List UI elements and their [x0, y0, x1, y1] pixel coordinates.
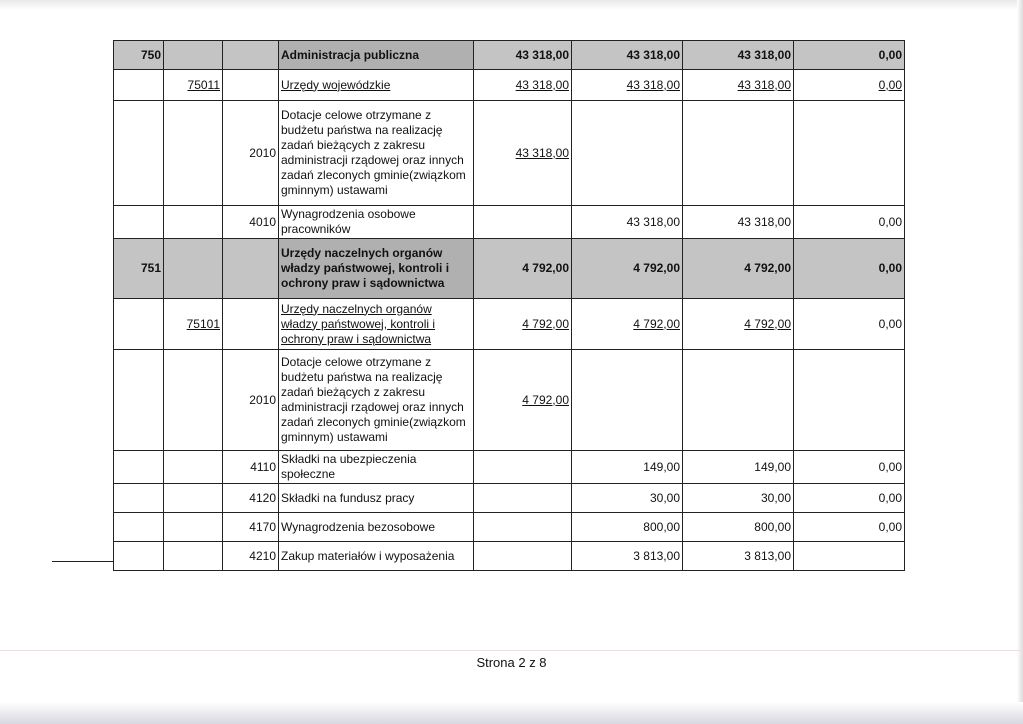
table-row	[114, 299, 905, 350]
name-cell: Wynagrodzenia osobowe pracowników	[279, 206, 474, 239]
name-cell: Urzędy naczelnych organów władzy państwowej, kontroli i ochrony praw i sądownictwa	[279, 239, 474, 299]
amount-cell: 30,00	[572, 484, 683, 513]
table-baseline-extension	[52, 561, 114, 562]
amount-cell: 43 318,00	[474, 101, 572, 206]
name-cell: Dotacje celowe otrzymane z budżetu państwa na realizację zadań bieżących z zakresu administracji rządowej oraz innych zadań zleconych gminie(związkom gminnym) ustawami	[279, 350, 474, 451]
paragraf-cell: 2010	[223, 101, 279, 206]
table-row-section	[114, 41, 905, 70]
paragraf-cell: 4010	[223, 206, 279, 239]
rozdzial-cell	[164, 206, 223, 239]
amount-cell: 4 792,00	[474, 239, 572, 299]
rozdzial-cell	[164, 451, 223, 484]
amount-cell: 4 792,00	[474, 350, 572, 451]
amount-cell: 30,00	[683, 484, 794, 513]
rozdzial-cell: 75011	[164, 70, 223, 101]
rozdzial-cell	[164, 542, 223, 571]
dzial-cell	[114, 484, 164, 513]
amount-cell: 0,00	[794, 41, 905, 70]
scan-edge-top	[0, 0, 1023, 10]
paragraf-cell: 2010	[223, 350, 279, 451]
amount-cell: 43 318,00	[683, 41, 794, 70]
amount-cell: 3 813,00	[572, 542, 683, 571]
rozdzial-cell	[164, 101, 223, 206]
amount-cell: 43 318,00	[572, 70, 683, 101]
table-row-section	[114, 239, 905, 299]
amount-cell: 4 792,00	[474, 299, 572, 350]
table-row	[114, 542, 905, 571]
amount-cell: 43 318,00	[572, 206, 683, 239]
amount-cell: 4 792,00	[572, 239, 683, 299]
table-row	[114, 70, 905, 101]
paragraf-cell: 4210	[223, 542, 279, 571]
paragraf-cell: 4120	[223, 484, 279, 513]
dzial-cell	[114, 206, 164, 239]
rozdzial-cell	[164, 513, 223, 542]
amount-cell: 149,00	[572, 451, 683, 484]
amount-cell	[683, 350, 794, 451]
paragraf-cell: 4170	[223, 513, 279, 542]
page-number: Strona 2 z 8	[476, 655, 547, 670]
rozdzial-cell: 75101	[164, 299, 223, 350]
amount-cell: 43 318,00	[572, 41, 683, 70]
amount-cell	[474, 206, 572, 239]
rozdzial-cell	[164, 239, 223, 299]
amount-cell: 0,00	[794, 239, 905, 299]
dzial-cell	[114, 101, 164, 206]
amount-cell: 43 318,00	[474, 41, 572, 70]
name-cell: Urzędy wojewódzkie	[279, 70, 474, 101]
table-row	[114, 206, 905, 239]
name-cell: Dotacje celowe otrzymane z budżetu państwa na realizację zadań bieżących z zakresu administracji rządowej oraz innych zadań zleconych gminie(związkom gminnym) ustawami	[279, 101, 474, 206]
name-cell: Składki na ubezpieczenia społeczne	[279, 451, 474, 484]
amount-cell: 4 792,00	[683, 299, 794, 350]
amount-cell	[474, 451, 572, 484]
amount-cell	[572, 350, 683, 451]
table-row	[114, 101, 905, 206]
amount-cell: 800,00	[572, 513, 683, 542]
amount-cell	[794, 350, 905, 451]
dzial-cell	[114, 542, 164, 571]
dzial-cell	[114, 451, 164, 484]
amount-cell: 0,00	[794, 299, 905, 350]
name-cell: Administracja publiczna	[279, 41, 474, 70]
amount-cell	[572, 101, 683, 206]
scan-edge-bottom	[0, 702, 1023, 724]
amount-cell: 4 792,00	[572, 299, 683, 350]
amount-cell: 43 318,00	[683, 206, 794, 239]
paragraf-cell	[223, 70, 279, 101]
amount-cell	[474, 542, 572, 571]
amount-cell	[794, 101, 905, 206]
amount-cell: 43 318,00	[474, 70, 572, 101]
amount-cell: 0,00	[794, 513, 905, 542]
paragraf-cell	[223, 239, 279, 299]
amount-cell	[794, 542, 905, 571]
paragraf-cell	[223, 299, 279, 350]
amount-cell: 43 318,00	[683, 70, 794, 101]
amount-cell	[474, 513, 572, 542]
amount-cell: 0,00	[794, 206, 905, 239]
table-row	[114, 350, 905, 451]
amount-cell: 4 792,00	[683, 239, 794, 299]
amount-cell: 149,00	[683, 451, 794, 484]
budget-table	[113, 40, 905, 571]
name-cell: Urzędy naczelnych organów władzy państwowej, kontroli i ochrony praw i sądownictwa	[279, 299, 474, 350]
dzial-cell	[114, 299, 164, 350]
dzial-cell	[114, 350, 164, 451]
table-row	[114, 451, 905, 484]
name-cell: Składki na fundusz pracy	[279, 484, 474, 513]
amount-cell: 800,00	[683, 513, 794, 542]
scan-artifact-line	[0, 650, 1023, 651]
dzial-cell	[114, 70, 164, 101]
rozdzial-cell	[164, 350, 223, 451]
table-row	[114, 484, 905, 513]
rozdzial-cell	[164, 484, 223, 513]
dzial-cell: 750	[114, 41, 164, 70]
table-row	[114, 513, 905, 542]
amount-cell: 0,00	[794, 451, 905, 484]
name-cell: Wynagrodzenia bezosobowe	[279, 513, 474, 542]
amount-cell	[474, 484, 572, 513]
paragraf-cell: 4110	[223, 451, 279, 484]
dzial-cell: 751	[114, 239, 164, 299]
scan-edge-right	[1017, 0, 1023, 724]
amount-cell: 0,00	[794, 70, 905, 101]
paragraf-cell	[223, 41, 279, 70]
rozdzial-cell	[164, 41, 223, 70]
dzial-cell	[114, 513, 164, 542]
amount-cell: 3 813,00	[683, 542, 794, 571]
amount-cell	[683, 101, 794, 206]
amount-cell: 0,00	[794, 484, 905, 513]
name-cell: Zakup materiałów i wyposażenia	[279, 542, 474, 571]
